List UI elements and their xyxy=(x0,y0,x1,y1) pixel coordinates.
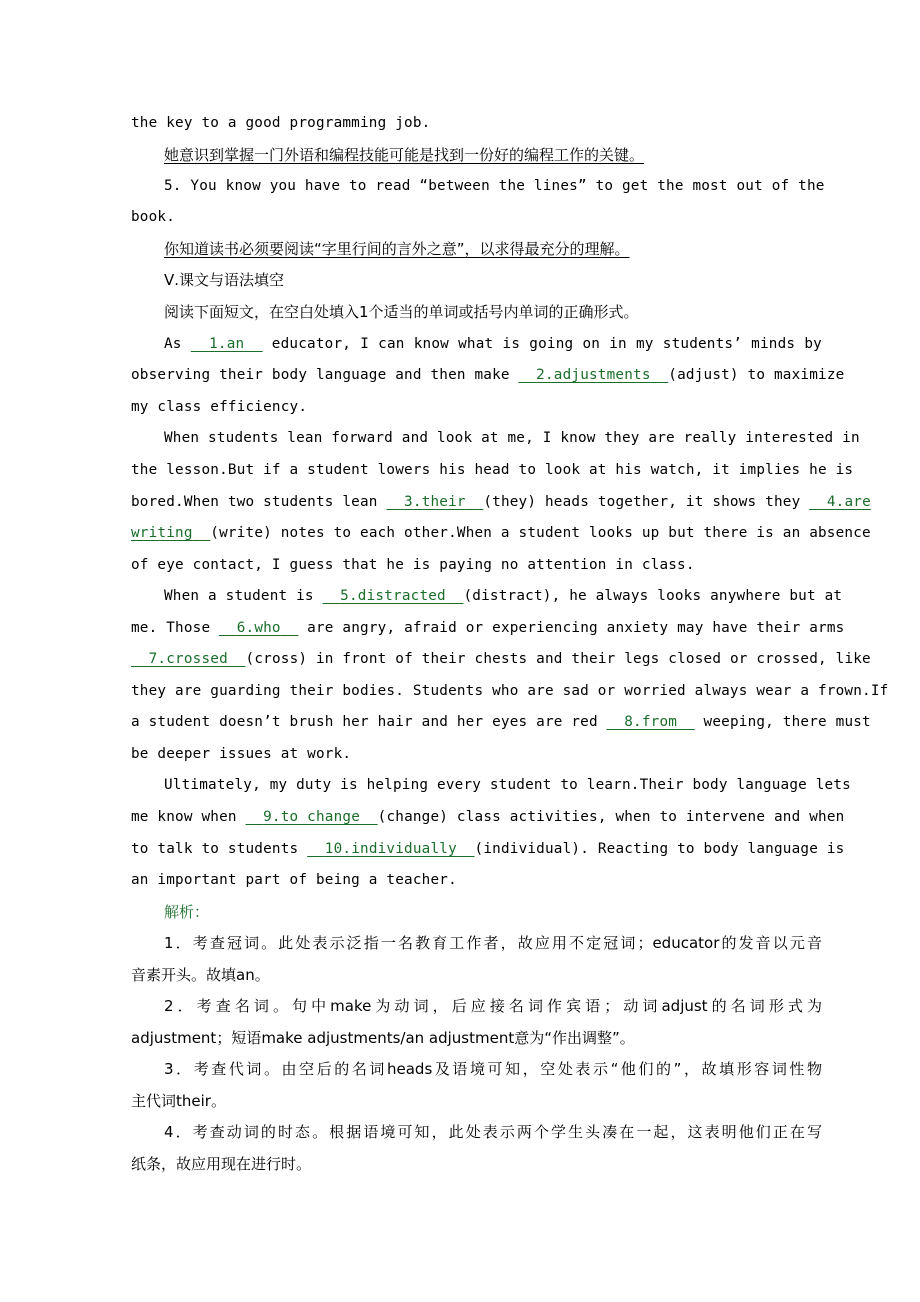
passage-line: 7.crossed (cross) in front of their chests and their legs closed or crossed, like xyxy=(131,647,789,671)
passage-line: a student doesn’t brush her hair and her eyes are red 8.from weeping, there must xyxy=(131,714,871,730)
analysis-item-4: 4．考查动词的时态。根据语境可知，此处表示两个学生头凑在一起，这表明他们正在写 xyxy=(164,1123,822,1141)
answer-blank-6: 6.who xyxy=(236,620,281,636)
passage-line: to talk to students 10.individually (individual). Reacting to body language is xyxy=(131,841,845,857)
passage-line: be deeper issues at work. xyxy=(131,746,352,762)
q4-sentence-tail: the key to a good programming job. xyxy=(131,115,431,131)
answer-blank-10: 10.individually xyxy=(324,841,457,857)
passage-line: As 1.an educator, I can know what is going on in my students’ minds by xyxy=(164,336,822,352)
answer-blank-4-cont: writing xyxy=(131,525,193,541)
section-title: Ⅴ.课文与语法填空 xyxy=(164,271,285,289)
analysis-item-2-cont: adjustment；短语make adjustments/an adjustment意为“作出调整”。 xyxy=(131,1029,635,1047)
passage-line: my class efficiency. xyxy=(131,399,308,415)
passage-line: of eye contact, I guess that he is paying no attention in class. xyxy=(131,557,695,573)
passage-line: When students lean forward and look at me, I know they are really interested in xyxy=(164,430,860,446)
passage-line: When a student is 5.distracted (distract), he always looks anywhere but at xyxy=(164,588,843,604)
answer-blank-2: 2.adjustments xyxy=(536,367,651,383)
answer-blank-5: 5.distracted xyxy=(340,588,446,604)
analysis-heading: 解析： xyxy=(164,903,210,921)
analysis-item-3-cont: 主代词their。 xyxy=(131,1092,226,1110)
answer-blank-1: 1.an xyxy=(209,336,245,352)
q5-sentence: 5. You know you have to read “between the lines” to get the most out of the xyxy=(164,178,825,194)
passage-line: Ultimately, my duty is helping every student to learn.Their body language lets xyxy=(164,777,851,793)
analysis-item-1-cont: 音素开头。故填an。 xyxy=(131,966,270,984)
passage-line: me. Those 6.who are angry, afraid or experiencing anxiety may have their arms xyxy=(131,620,845,636)
answer-blank-3: 3.their xyxy=(404,494,466,510)
q5-sentence-end: book. xyxy=(131,209,176,225)
section-instruction: 阅读下面短文，在空白处填入1个适当的单词或括号内单词的正确形式。 xyxy=(164,303,639,321)
analysis-item-2: 2．考查名词。句中make为动词，后应接名词作宾语；动词adjust的名词形式为 xyxy=(164,997,822,1015)
passage-line: writing (write) notes to each other.When a student looks up but there is an absence xyxy=(131,525,871,541)
passage-line: an important part of being a teacher. xyxy=(131,872,457,888)
analysis-item-3: 3．考查代词。由空后的名词heads及语境可知，空处表示“他们的”，故填形容词性物 xyxy=(164,1060,822,1078)
answer-blank-7: 7.crossed xyxy=(148,651,228,667)
answer-blank-4: 4.are xyxy=(826,494,871,510)
q5-translation: 你知道读书必须要阅读“字里行间的言外之意”，以求得最充分的理解。 xyxy=(164,240,630,258)
passage-line: observing their body language and then make 2.adjustments (adjust) to maximize xyxy=(131,367,845,383)
passage-line: bored.When two students lean 3.their (they) heads together, it shows they 4.are xyxy=(131,494,871,510)
answer-blank-9: 9.to change xyxy=(263,809,361,825)
answer-blank-8: 8.from xyxy=(624,714,678,730)
passage-line: the lesson.But if a student lowers his head to look at his watch, it implies he is xyxy=(131,462,854,478)
analysis-item-1: 1．考查冠词。此处表示泛指一名教育工作者，故应用不定冠词；educator的发音以元音 xyxy=(164,934,822,952)
passage-line: me know when 9.to change (change) class activities, when to intervene and when xyxy=(131,809,845,825)
q4-translation: 她意识到掌握一门外语和编程技能可能是找到一份好的编程工作的关键。 xyxy=(164,146,645,164)
passage-line: they are guarding their bodies. Students who are sad or worried always wear a frown.If xyxy=(131,683,889,699)
analysis-item-4-cont: 纸条，故应用现在进行时。 xyxy=(131,1155,312,1173)
